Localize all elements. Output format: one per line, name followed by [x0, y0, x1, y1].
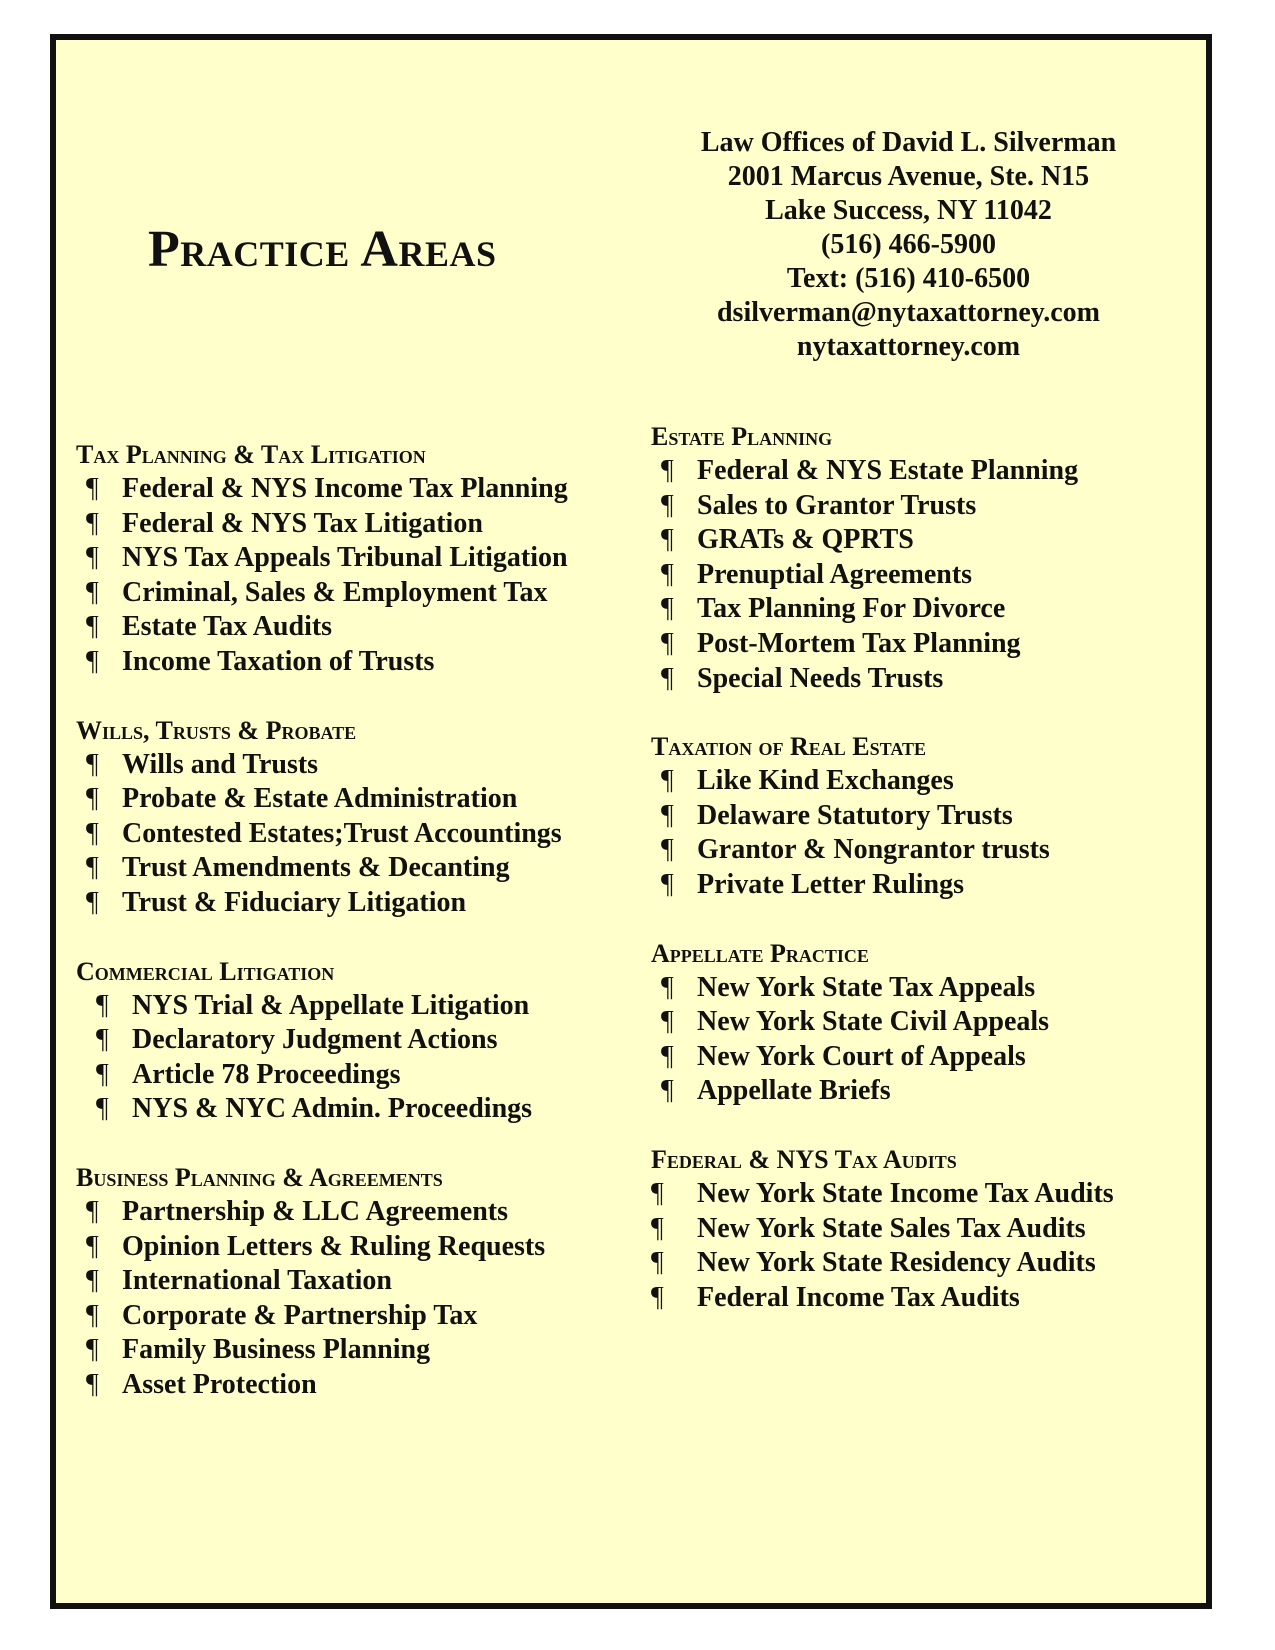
pilcrow-icon: ¶ — [86, 852, 99, 884]
pilcrow-icon: ¶ — [651, 1247, 664, 1279]
list-item: ¶ Federal & NYS Estate Planning — [651, 454, 1211, 489]
list-item: ¶ Delaware Statutory Trusts — [651, 799, 1211, 834]
pilcrow-icon: ¶ — [661, 834, 674, 866]
practice-list — [651, 764, 1211, 902]
list-item: ¶ Federal Income Tax Audits — [651, 1281, 1211, 1316]
pilcrow-icon: ¶ — [86, 576, 99, 608]
left-column — [76, 438, 636, 1436]
list-item: ¶ Trust & Fiduciary Litigation — [76, 886, 636, 921]
pilcrow-icon: ¶ — [86, 1230, 99, 1262]
pilcrow-icon: ¶ — [86, 1299, 99, 1331]
pilcrow-icon: ¶ — [86, 748, 99, 780]
section-business-planning — [76, 1161, 636, 1403]
pilcrow-icon: ¶ — [86, 817, 99, 849]
email-address[interactable]: dsilverman@nytaxattorney.com — [716, 297, 1100, 328]
list-item: ¶ Federal & NYS Tax Litigation — [76, 507, 636, 542]
pilcrow-icon: ¶ — [661, 868, 674, 900]
list-item: ¶ NYS Tax Appeals Tribunal Litigation — [76, 541, 636, 576]
list-item: ¶ Federal & NYS Income Tax Planning — [76, 472, 636, 507]
pilcrow-icon: ¶ — [651, 1177, 664, 1209]
section-tax-planning — [76, 438, 636, 680]
website-link[interactable]: nytaxattorney.com — [796, 331, 1021, 362]
pilcrow-icon: ¶ — [86, 542, 99, 574]
list-item: ¶ Partnership & LLC Agreements — [76, 1195, 636, 1230]
practice-list — [76, 1195, 636, 1403]
pilcrow-icon: ¶ — [86, 473, 99, 504]
pilcrow-icon: ¶ — [86, 1334, 99, 1366]
list-item: ¶ Asset Protection — [76, 1368, 636, 1403]
section-estate-planning — [651, 420, 1211, 696]
pilcrow-icon: ¶ — [661, 662, 674, 694]
list-item: ¶ New York State Income Tax Audits — [651, 1177, 1211, 1212]
pilcrow-icon: ¶ — [86, 1195, 99, 1227]
pilcrow-icon: ¶ — [661, 489, 674, 521]
pilcrow-icon: ¶ — [86, 783, 99, 815]
list-item: ¶ Corporate & Partnership Tax — [76, 1299, 636, 1334]
pilcrow-icon: ¶ — [661, 455, 674, 486]
list-item: ¶ Family Business Planning — [76, 1333, 636, 1368]
section-title: Taxation of Real Estate — [651, 732, 926, 762]
practice-list — [651, 454, 1211, 696]
pilcrow-icon: ¶ — [661, 1006, 674, 1038]
list-item: ¶ NYS & NYC Admin. Proceedings — [76, 1092, 636, 1127]
text-number: Text: (516) 410-6500 — [786, 263, 1031, 294]
list-item: ¶ International Taxation — [76, 1264, 636, 1299]
right-column — [651, 420, 1211, 1349]
pilcrow-icon: ¶ — [96, 1058, 109, 1090]
list-item: ¶ Post-Mortem Tax Planning — [651, 627, 1211, 662]
pilcrow-icon: ¶ — [86, 507, 99, 539]
section-appellate-practice — [651, 937, 1211, 1109]
pilcrow-icon: ¶ — [96, 1024, 109, 1056]
list-item: ¶ Special Needs Trusts — [651, 662, 1211, 697]
firm-name: Law Offices of David L. Silverman — [700, 127, 1117, 158]
pilcrow-icon: ¶ — [86, 1265, 99, 1297]
list-item: ¶ Prenuptial Agreements — [651, 558, 1211, 593]
list-item: ¶ Declaratory Judgment Actions — [76, 1023, 636, 1058]
practice-list — [651, 971, 1211, 1109]
pilcrow-icon: ¶ — [661, 593, 674, 625]
pilcrow-icon: ¶ — [661, 799, 674, 831]
section-title: Federal & NYS Tax Audits — [651, 1144, 957, 1174]
list-item: ¶ Like Kind Exchanges — [651, 764, 1211, 799]
pilcrow-icon: ¶ — [96, 989, 109, 1021]
list-item: ¶ New York State Sales Tax Audits — [651, 1212, 1211, 1247]
list-item: ¶ NYS Trial & Appellate Litigation — [76, 989, 636, 1024]
pilcrow-icon: ¶ — [86, 645, 99, 677]
page-title: Practice Areas — [148, 221, 497, 278]
city-state-zip: Lake Success, NY 11042 — [765, 195, 1052, 226]
list-item: ¶ Appellate Briefs — [651, 1074, 1211, 1109]
pilcrow-icon: ¶ — [651, 1281, 664, 1313]
pilcrow-icon: ¶ — [661, 765, 674, 797]
pilcrow-icon: ¶ — [651, 1212, 664, 1244]
list-item: ¶ New York State Residency Audits — [651, 1246, 1211, 1281]
street-address: 2001 Marcus Avenue, Ste. N15 — [727, 161, 1090, 192]
section-real-estate — [651, 730, 1211, 902]
list-item: ¶ Private Letter Rulings — [651, 868, 1211, 903]
section-commercial-litigation — [76, 955, 636, 1127]
list-item: ¶ Wills and Trusts — [76, 748, 636, 783]
section-title: Tax Planning & Tax Litigation — [76, 440, 426, 469]
list-item: ¶ Grantor & Nongrantor trusts — [651, 833, 1211, 868]
contact-block — [631, 126, 1186, 364]
list-item: ¶ Income Taxation of Trusts — [76, 645, 636, 680]
pilcrow-icon: ¶ — [661, 524, 674, 556]
list-item: ¶ New York State Tax Appeals — [651, 971, 1211, 1006]
section-title: Appellate Practice — [651, 938, 869, 968]
pilcrow-icon: ¶ — [86, 1368, 99, 1400]
list-item: ¶ Estate Tax Audits — [76, 610, 636, 645]
list-item: ¶ GRATs & QPRTS — [651, 523, 1211, 558]
pilcrow-icon: ¶ — [661, 558, 674, 590]
list-item: ¶ Sales to Grantor Trusts — [651, 489, 1211, 524]
list-item: ¶ Article 78 Proceedings — [76, 1058, 636, 1093]
section-title: Wills, Trusts & Probate — [76, 715, 357, 745]
practice-list — [76, 748, 636, 921]
section-title: Business Planning & Agreements — [76, 1162, 443, 1192]
practice-list — [76, 989, 636, 1127]
list-item: ¶ Tax Planning For Divorce — [651, 592, 1211, 627]
pilcrow-icon: ¶ — [86, 886, 99, 918]
list-item: ¶ Probate & Estate Administration — [76, 782, 636, 817]
pilcrow-icon: ¶ — [661, 1075, 674, 1107]
list-item: ¶ Criminal, Sales & Employment Tax — [76, 576, 636, 611]
pilcrow-icon: ¶ — [661, 627, 674, 659]
practice-list — [76, 472, 636, 680]
section-wills-trusts — [76, 714, 636, 921]
list-item: ¶ Opinion Letters & Ruling Requests — [76, 1230, 636, 1265]
practice-list — [651, 1177, 1211, 1315]
list-item: ¶ Trust Amendments & Decanting — [76, 851, 636, 886]
flyer-sheet — [50, 34, 1212, 1609]
pilcrow-icon: ¶ — [96, 1093, 109, 1125]
list-item: ¶ New York Court of Appeals — [651, 1040, 1211, 1075]
section-title: Estate Planning — [651, 422, 833, 451]
pilcrow-icon: ¶ — [661, 1040, 674, 1072]
section-tax-audits — [651, 1143, 1211, 1315]
section-title: Commercial Litigation — [76, 956, 335, 986]
pilcrow-icon: ¶ — [661, 971, 674, 1003]
list-item: ¶ New York State Civil Appeals — [651, 1005, 1211, 1040]
pilcrow-icon: ¶ — [86, 611, 99, 643]
list-item: ¶ Contested Estates;Trust Accountings — [76, 817, 636, 852]
phone-number: (516) 466-5900 — [821, 229, 996, 260]
